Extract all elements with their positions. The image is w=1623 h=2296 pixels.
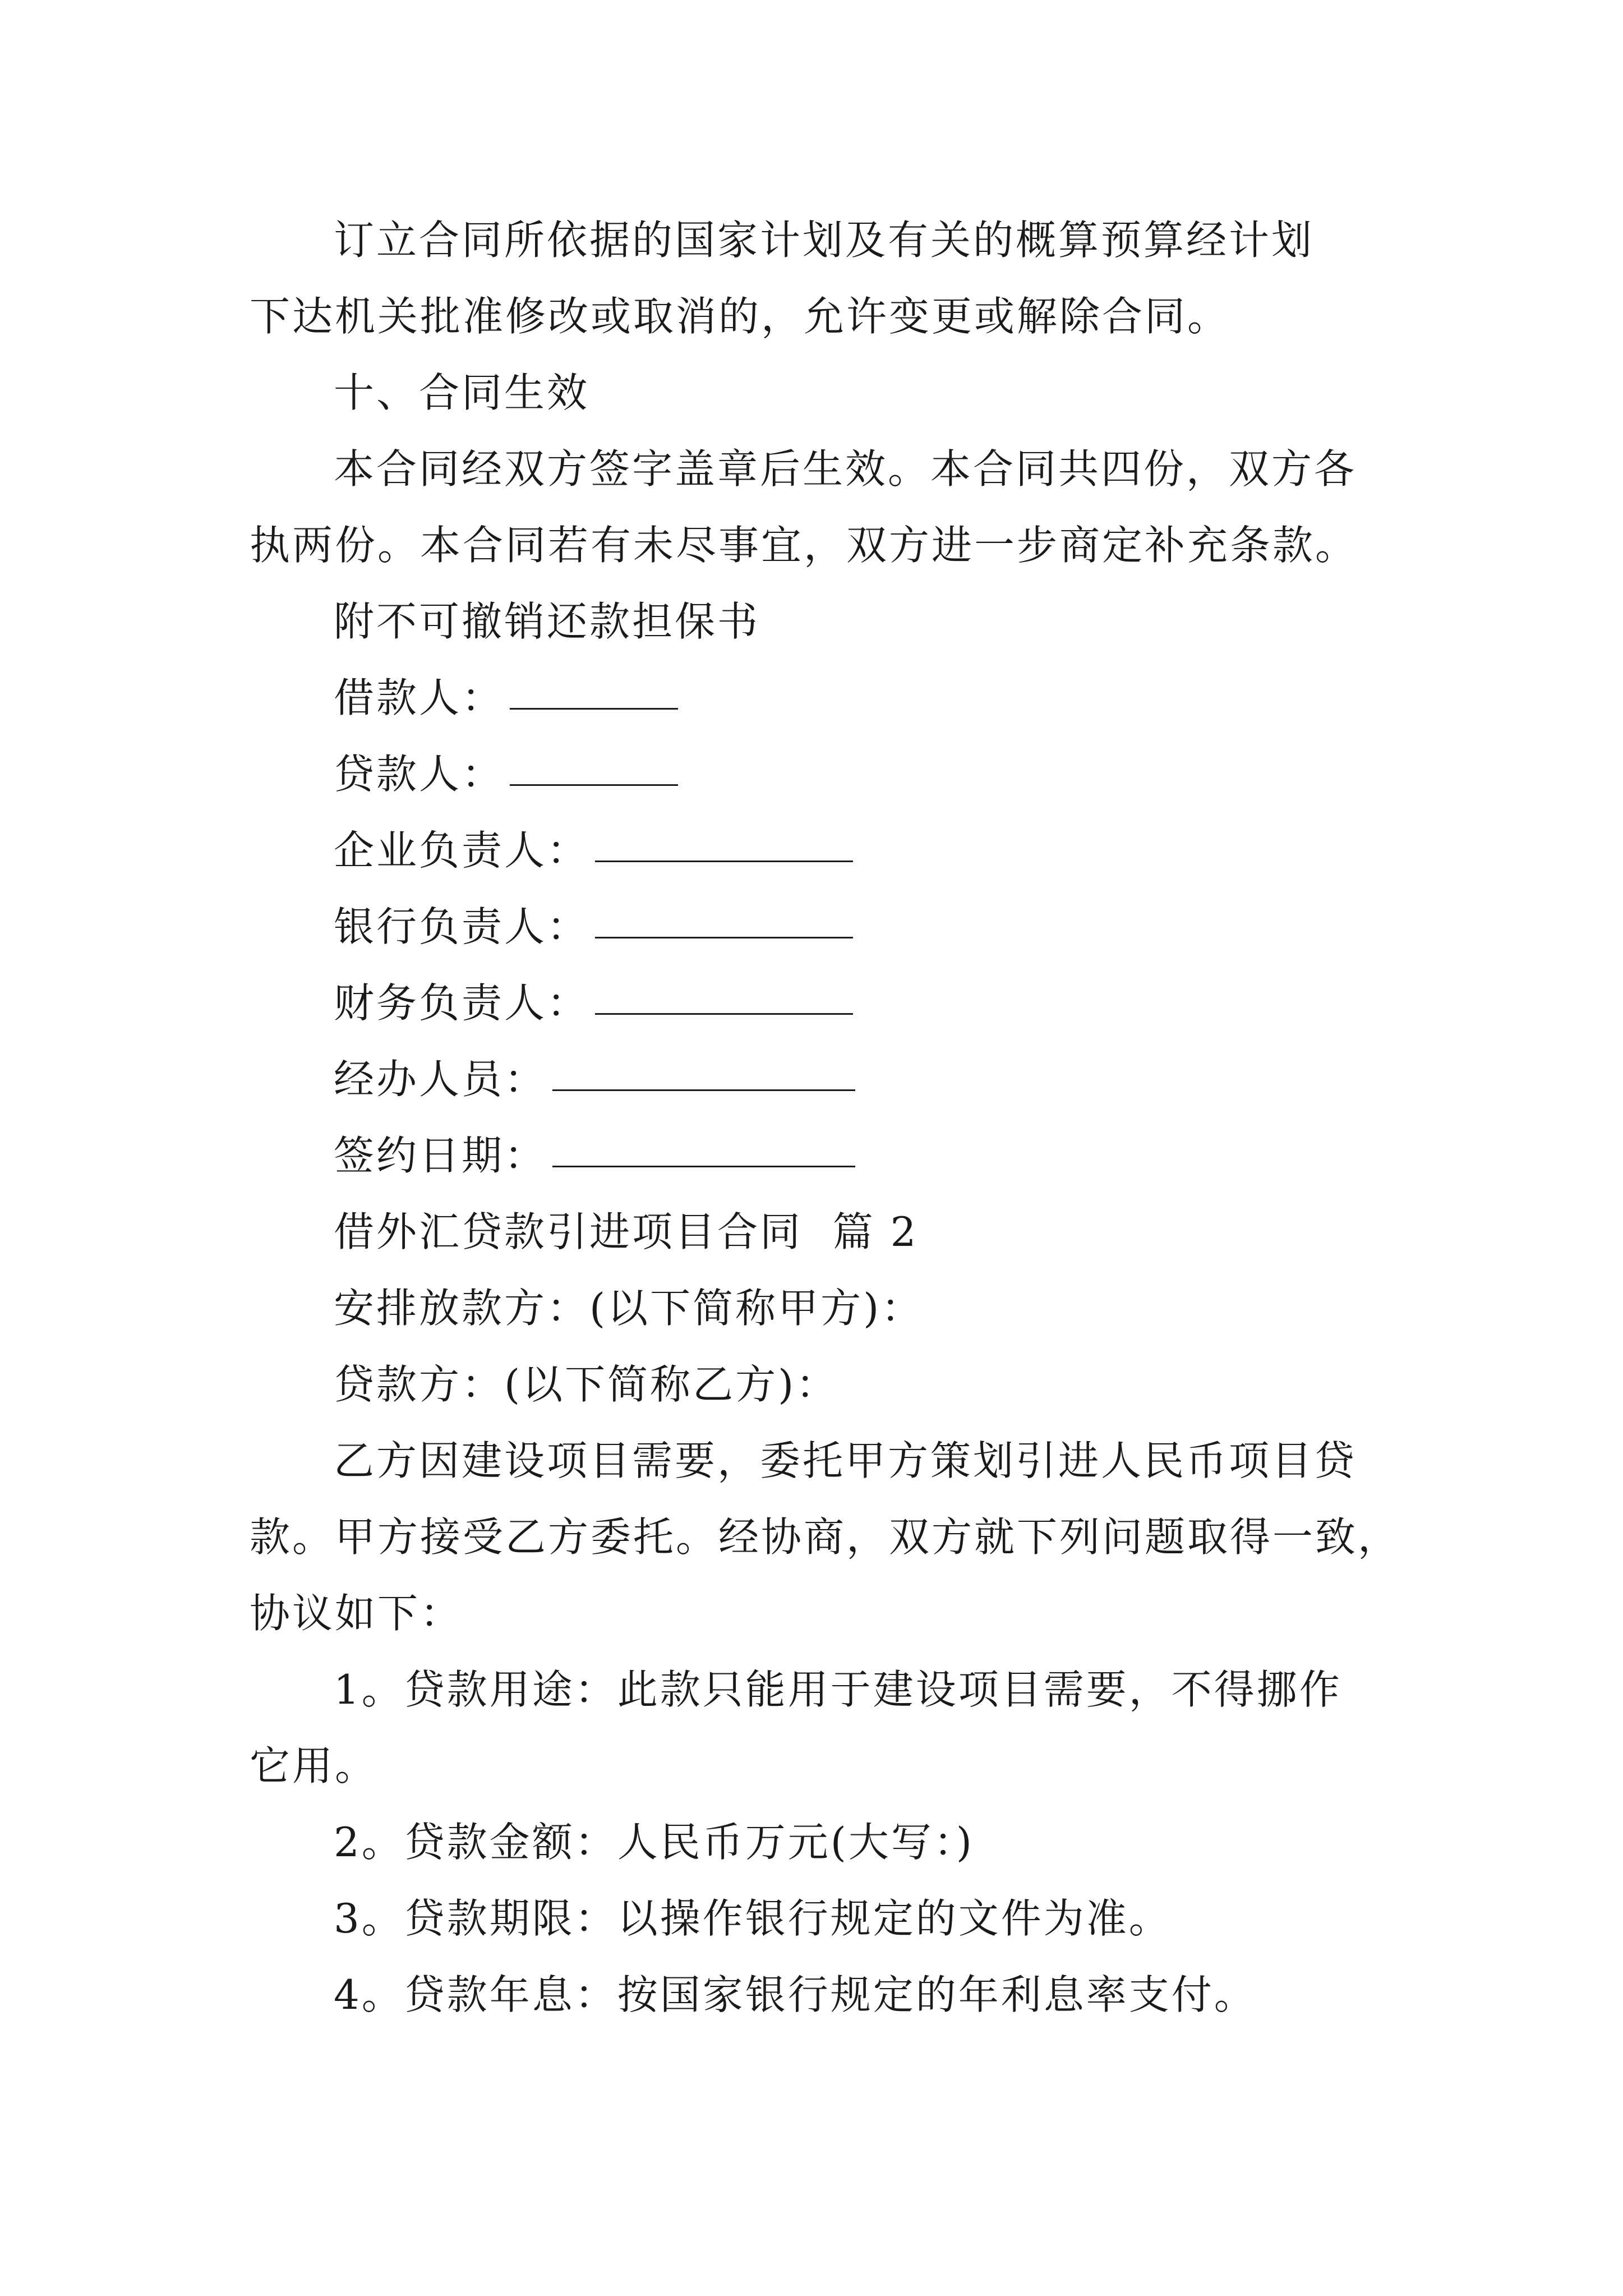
clause-line: 1。贷款用途：此款只能用于建设项目需要，不得挪作 xyxy=(334,1666,1342,1713)
party-b-line: 贷款方：(以下简称乙方)： xyxy=(334,1361,839,1408)
paragraph-line: 款。甲方接受乙方委托。经协商，双方就下列问题取得一致， xyxy=(250,1513,1401,1561)
attachment-title: 附不可撤销还款担保书 xyxy=(334,598,760,645)
paragraph-line: 下达机关批准修改或取消的，允许变更或解除合同。 xyxy=(250,293,1230,340)
paragraph-line: 协议如下： xyxy=(250,1590,463,1637)
clause-line: 3。贷款期限：以操作银行规定的文件为准。 xyxy=(334,1895,1172,1942)
field-label: 签约日期： xyxy=(334,1132,547,1179)
paragraph-line: 乙方因建设项目需要，委托甲方策划引进人民币项目贷 xyxy=(334,1437,1357,1484)
field-label: 企业负责人： xyxy=(334,827,590,874)
section-heading: 十、合同生效 xyxy=(334,369,590,416)
clause-line: 4。贷款年息：按国家银行规定的年利息率支付。 xyxy=(334,1971,1257,2018)
field-label: 经办人员： xyxy=(334,1056,547,1103)
signature-field-handler xyxy=(250,1041,1394,1117)
paragraph-line: 本合同经双方签字盖章后生效。本合同共四份，双方各 xyxy=(334,445,1357,493)
clause-line: 2。贷款金额：人民币万元(大写：) xyxy=(334,1819,974,1866)
signature-field-bank-head xyxy=(250,889,1394,965)
signature-field-enterprise-head xyxy=(250,812,1394,889)
field-label: 银行负责人： xyxy=(334,903,590,950)
paragraph-line: 订立合同所依据的国家计划及有关的概算预算经计划 xyxy=(334,217,1315,264)
party-a-line: 安排放款方：(以下简称甲方)： xyxy=(334,1285,924,1332)
field-label: 贷款人： xyxy=(334,751,505,798)
signature-field-borrower xyxy=(250,660,1394,736)
paragraph-line: 执两份。本合同若有未尽事宜，双方进一步商定补充条款。 xyxy=(250,522,1358,569)
field-label: 财务负责人： xyxy=(334,979,590,1027)
blank-line xyxy=(595,812,853,862)
clause-line: 它用。 xyxy=(250,1742,378,1789)
blank-line xyxy=(510,736,678,786)
blank-line xyxy=(595,889,853,938)
blank-line xyxy=(595,965,853,1015)
blank-line xyxy=(552,1041,855,1091)
signature-field-date xyxy=(250,1117,1394,1194)
signature-field-lender xyxy=(250,736,1394,812)
blank-line xyxy=(552,1117,855,1167)
contract-title: 借外汇贷款引进项目合同 篇 2 xyxy=(334,1208,919,1255)
field-label: 借款人： xyxy=(334,674,505,721)
document-page xyxy=(250,202,1401,2033)
signature-field-finance-head xyxy=(250,965,1394,1041)
blank-line xyxy=(510,660,678,710)
